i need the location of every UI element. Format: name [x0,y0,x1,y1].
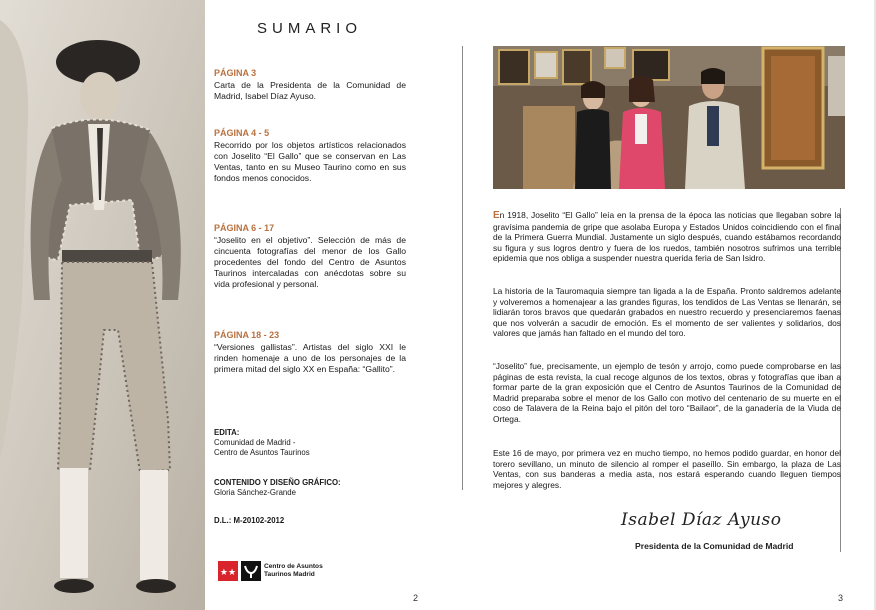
dl-text: D.L.: M-20102-2012 [214,516,285,525]
letter-paragraph-3 [493,361,841,425]
bullfighter-illustration [0,0,205,610]
paragraph-text: Este 16 de mayo, por primera vez en mucho tiempo, no hemos podido guardar, en honor del torero sevillano, un minuto de silencio al romper el paseíllo. Sin embargo, la plaza de Las Ventas, con sus banderas a media asta, nos estará esperando cuando lleguen tiempos mejores y alegres. [493,448,841,490]
credits-contenido [214,478,341,498]
madrid-flag-icon [218,561,238,581]
page-number-left: 2 [413,593,419,603]
letter-paragraph-2 [493,286,841,339]
bullfighter-photo [0,0,205,610]
signature-role: Presidenta de la Comunidad de Madrid [635,541,794,551]
sumario-title: SUMARIO [257,20,363,37]
entry-text: “Versiones gallistas”. Artistas del siglo XXI le rinden homenaje a uno de los personajes de la primera mitad del siglo XX en España: “Gallito”. [214,342,406,374]
edita-label: EDITA: [214,428,240,437]
sumario-entry-1 [214,68,406,102]
museum-visit-illustration [493,46,845,189]
letter-page [463,0,876,610]
entry-page-label: PÁGINA 6 - 17 [214,223,275,233]
legal-deposit [214,516,284,526]
paragraph-text: “Joselito” fue, precisamente, un ejemplo de tesón y arrojo, como puede comprobarse en las páginas de esta revista, la cual recoge algunos de los textos, obras y fotografías que iban a formar parte de la gran exposición que el Centro de Asuntos Taurinos de la Comunidad de Madrid preparaba sobre el menor de los Gallo con motivo del centenario de su muerte en el coso de Talavera de la Reina bajo el pitón del toro “Bailaor”, de la ganadería de la Viuda de Ortega. [493,361,841,424]
dropcap-letter: E [493,210,500,221]
logo-text [264,563,323,578]
bull-horns-icon [241,561,261,581]
entry-text: Recorrido por los objetos artísticos relacionados con Joselito “El Gallo” que se conservan en Las Ventas, tanto en su Museo Taurino como en sus fondos menos conocidos. [214,140,406,183]
sumario-page [205,0,463,610]
entry-page-label: PÁGINA 4 - 5 [214,128,270,138]
sumario-entry-2 [214,128,406,184]
signature: Isabel Díaz Ayuso [621,510,782,530]
credits-edita [214,428,310,458]
logo-line-2: Taurinos Madrid [264,570,315,578]
entry-page-label: PÁGINA 3 [214,68,257,78]
entry-text: Carta de la Presidenta de la Comunidad de Madrid, Isabel Díaz Ayuso. [214,80,406,101]
edita-value-1: Comunidad de Madrid - [214,438,296,447]
sumario-entry-4 [214,330,406,375]
svg-text:★★: ★★ [219,568,237,578]
page-number-right: 3 [838,593,844,603]
letter-paragraph-4 [493,448,841,490]
paragraph-text: La historia de la Tauromaquia siempre tan ligada a la de España. Pronto saldremos adelante y volveremos a homenajear a las grandes figuras, los tendidos de Las Ventas se llenarán, se lidiarán toros bravos que quedarán grabados en nuestro recuerdo y presenciaremos faenas que nos volverán a sacudir de emoción. Es el momento de ser valientes y solidarios, dos valores que jamás han faltado en el mundo del toro. [493,286,841,339]
entry-page-label: PÁGINA 18 - 23 [214,330,280,340]
paragraph-text: n 1918, Joselito “El Gallo” leía en la prensa de la época las noticias que llegaban sobre la gravísima pandemia de gripe que asolaba Europa y Estados Unidos coincidiendo con el final de la Primera Guerra Mundial. Justamente un siglo después, cuando estábamos recordando su figura y sus logros dentro y fuera de los ruedos, también nosotros sufrimos una terrible epidemia que nos obliga a suspender nuestra querida feria de San Isidro. [493,210,841,264]
contenido-value: Gloria Sánchez-Grande [214,488,296,497]
sumario-entry-3 [214,223,406,290]
edita-value-2: Centro de Asuntos Taurinos [214,448,310,457]
entry-text: “Joselito en el objetivo”. Selección de más de cincuenta fotografías del menor de los Gallo procedentes del fondo del Centro de Asuntos Taurinos intercaladas con anécdotas sobre su vida profesional y personal. [214,235,406,289]
letter-paragraph-1 [493,210,841,264]
logo-line-1: Centro de Asuntos [264,563,323,570]
centro-asuntos-taurinos-logo [218,560,348,582]
president-visit-photo [493,46,845,189]
contenido-label: CONTENIDO Y DISEÑO GRÁFICO: [214,478,341,487]
